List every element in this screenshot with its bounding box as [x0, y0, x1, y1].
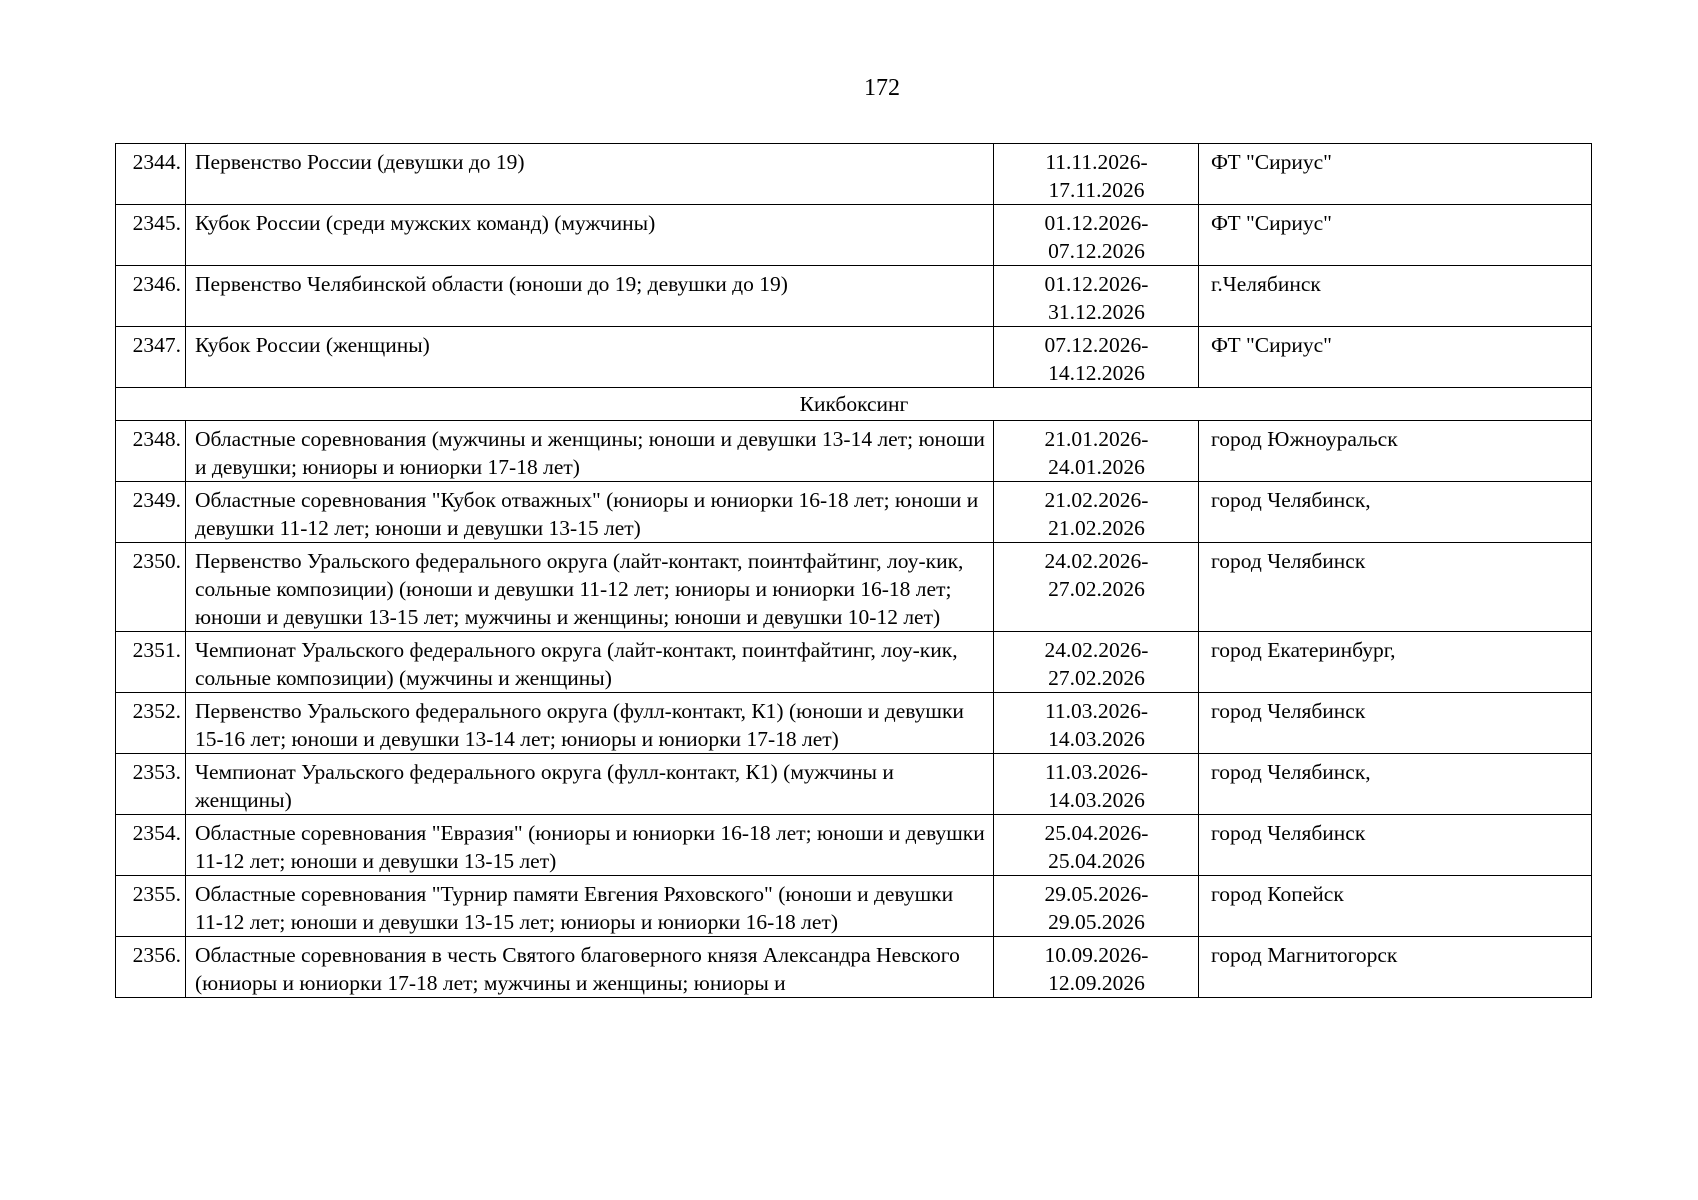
event-name: Чемпионат Уральского федерального округа (лайт-контакт, поинтфайтинг, лоу-кик, сольные композиции) (мужчины и женщины)	[186, 632, 994, 693]
table-row	[116, 421, 1592, 482]
event-place: город Челябинск	[1199, 693, 1592, 754]
date-start: 01.12.2026-	[1044, 272, 1149, 296]
table-row	[116, 754, 1592, 815]
event-dates	[994, 937, 1199, 998]
event-name: Первенство Уральского федерального округа (фулл-контакт, К1) (юноши и девушки 15-16 лет; юноши и девушки 13-14 лет; юниоры и юниорки 17-18 лет)	[186, 693, 994, 754]
date-start: 11.11.2026-	[1045, 150, 1148, 174]
table-row	[116, 693, 1592, 754]
row-number: 2346.	[116, 266, 186, 327]
table-row	[116, 815, 1592, 876]
event-dates	[994, 144, 1199, 205]
row-number: 2355.	[116, 876, 186, 937]
page-number: 172	[864, 75, 900, 101]
row-number: 2353.	[116, 754, 186, 815]
event-place: город Челябинск	[1199, 815, 1592, 876]
date-end: 17.11.2026	[1048, 178, 1145, 202]
event-place: город Екатеринбург,	[1199, 632, 1592, 693]
row-number: 2348.	[116, 421, 186, 482]
event-name: Областные соревнования "Евразия" (юниоры и юниорки 16-18 лет; юноши и девушки 11-12 лет; юноши и девушки 13-15 лет)	[186, 815, 994, 876]
row-number: 2347.	[116, 327, 186, 388]
date-end: 24.01.2026	[1048, 455, 1145, 479]
event-name: Областные соревнования "Кубок отважных" (юниоры и юниорки 16-18 лет; юноши и девушки 11-12 лет; юноши и девушки 13-15 лет)	[186, 482, 994, 543]
section-title: Кикбоксинг	[116, 388, 1592, 421]
row-number: 2352.	[116, 693, 186, 754]
date-start: 11.03.2026-	[1044, 760, 1149, 784]
event-name: Областные соревнования "Турнир памяти Евгения Ряховского" (юноши и девушки 11-12 лет; юноши и девушки 13-15 лет; юниоры и юниорки 16-18 лет)	[186, 876, 994, 937]
event-dates	[994, 266, 1199, 327]
date-start: 24.02.2026-	[1044, 638, 1149, 662]
date-end: 14.12.2026	[1048, 361, 1145, 385]
date-end: 21.02.2026	[1048, 516, 1145, 540]
row-number: 2354.	[116, 815, 186, 876]
date-end: 27.02.2026	[1048, 577, 1145, 601]
date-start: 25.04.2026-	[1044, 821, 1149, 845]
date-start: 11.03.2026-	[1044, 699, 1149, 723]
date-end: 27.02.2026	[1048, 666, 1145, 690]
table-row	[116, 327, 1592, 388]
table-row	[116, 876, 1592, 937]
event-dates	[994, 754, 1199, 815]
event-place: город Южноуральск	[1199, 421, 1592, 482]
event-dates	[994, 632, 1199, 693]
table-row	[116, 937, 1592, 998]
event-place: город Челябинск,	[1199, 482, 1592, 543]
date-end: 14.03.2026	[1048, 788, 1145, 812]
event-place: ФТ "Сириус"	[1199, 144, 1592, 205]
table-row	[116, 205, 1592, 266]
event-dates	[994, 327, 1199, 388]
date-end: 25.04.2026	[1048, 849, 1145, 873]
row-number: 2349.	[116, 482, 186, 543]
event-place: город Челябинск	[1199, 543, 1592, 632]
date-start: 21.02.2026-	[1044, 488, 1149, 512]
event-place: город Копейск	[1199, 876, 1592, 937]
row-number: 2351.	[116, 632, 186, 693]
row-number: 2350.	[116, 543, 186, 632]
event-name: Областные соревнования (мужчины и женщины; юноши и девушки 13-14 лет; юноши и девушки; юниоры и юниорки 17-18 лет)	[186, 421, 994, 482]
date-start: 07.12.2026-	[1044, 333, 1149, 357]
event-dates	[994, 876, 1199, 937]
date-end: 31.12.2026	[1048, 300, 1145, 324]
row-number: 2356.	[116, 937, 186, 998]
event-place: г.Челябинск	[1199, 266, 1592, 327]
event-dates	[994, 421, 1199, 482]
event-dates	[994, 543, 1199, 632]
date-start: 21.01.2026-	[1044, 427, 1149, 451]
event-name: Областные соревнования в честь Святого благоверного князя Александра Невского (юниоры и юниорки 17-18 лет; мужчины и женщины; юниоры и	[186, 937, 994, 998]
row-number: 2345.	[116, 205, 186, 266]
date-end: 14.03.2026	[1048, 727, 1145, 751]
date-end: 12.09.2026	[1048, 971, 1145, 995]
date-start: 24.02.2026-	[1044, 549, 1149, 573]
date-start: 10.09.2026-	[1044, 943, 1149, 967]
date-start: 29.05.2026-	[1044, 882, 1149, 906]
event-name: Кубок России (среди мужских команд) (мужчины)	[186, 205, 994, 266]
table-row	[116, 632, 1592, 693]
table-row	[116, 266, 1592, 327]
date-end: 29.05.2026	[1048, 910, 1145, 934]
event-name: Первенство Уральского федерального округа (лайт-контакт, поинтфайтинг, лоу-кик, сольные композиции) (юноши и девушки 11-12 лет; юниоры и юниорки 16-18 лет; юноши и девушки 13-15 лет; мужчины и женщины; юноши и девушки 10-12 лет)	[186, 543, 994, 632]
table-row	[116, 482, 1592, 543]
event-place: ФТ "Сириус"	[1199, 327, 1592, 388]
event-dates	[994, 482, 1199, 543]
row-number: 2344.	[116, 144, 186, 205]
event-dates	[994, 693, 1199, 754]
events-table	[115, 143, 1592, 998]
event-name: Первенство Челябинской области (юноши до 19; девушки до 19)	[186, 266, 994, 327]
table-row	[116, 144, 1592, 205]
date-end: 07.12.2026	[1048, 239, 1145, 263]
event-place: ФТ "Сириус"	[1199, 205, 1592, 266]
event-name: Кубок России (женщины)	[186, 327, 994, 388]
event-name: Первенство России (девушки до 19)	[186, 144, 994, 205]
table-row	[116, 543, 1592, 632]
event-dates	[994, 815, 1199, 876]
event-name: Чемпионат Уральского федерального округа (фулл-контакт, К1) (мужчины и женщины)	[186, 754, 994, 815]
event-place: город Челябинск,	[1199, 754, 1592, 815]
section-row	[116, 388, 1592, 421]
event-dates	[994, 205, 1199, 266]
event-place: город Магнитогорск	[1199, 937, 1592, 998]
date-start: 01.12.2026-	[1044, 211, 1149, 235]
